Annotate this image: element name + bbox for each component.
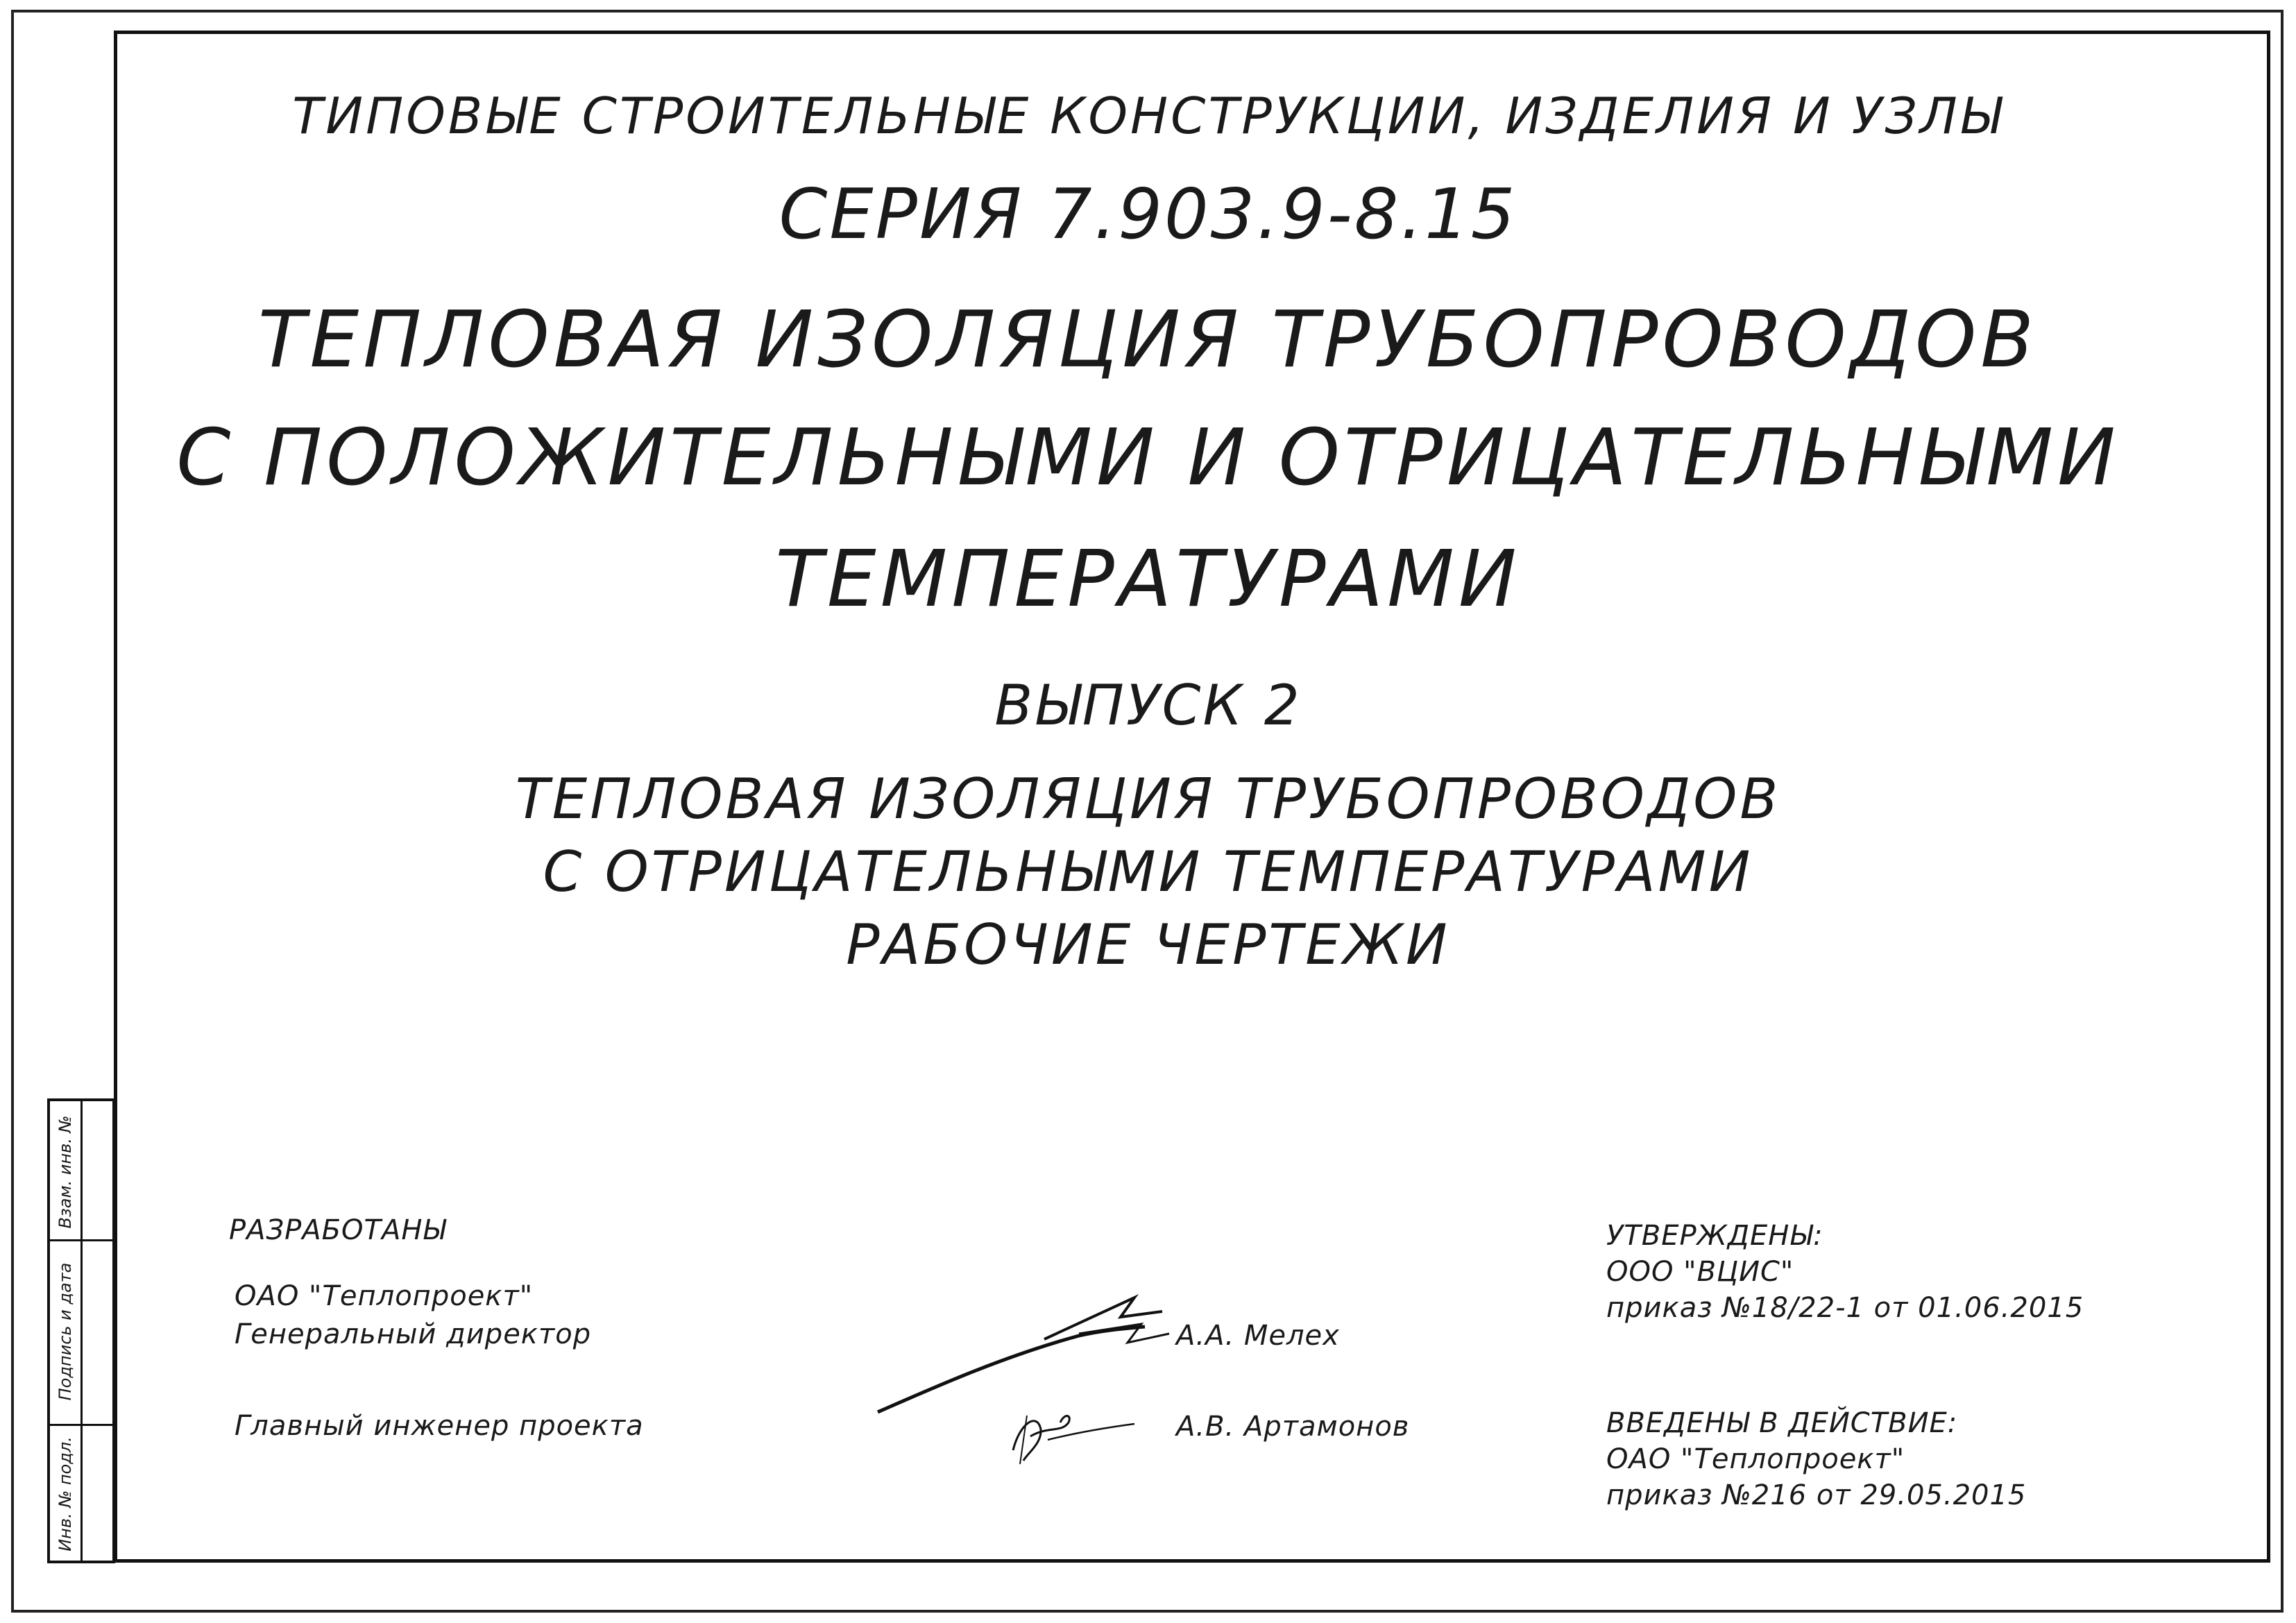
approved-organization: ООО "ВЦИС" bbox=[1606, 1256, 1794, 1288]
enacted-organization: ОАО "Теплопроект" bbox=[1606, 1443, 1905, 1475]
subtitle-line-3: РАБОЧИЕ ЧЕРТЕЖИ bbox=[846, 912, 1450, 977]
developed-label: РАЗРАБОТАНЫ bbox=[229, 1214, 447, 1246]
header-line: ТИПОВЫЕ СТРОИТЕЛЬНЫЕ КОНСТРУКЦИИ, ИЗДЕЛИЯ И УЗЛЫ bbox=[292, 87, 2004, 145]
chief-engineer-name: А.В. Артамонов bbox=[1176, 1411, 1410, 1443]
stamp-replacement-inv: Взам. инв. № bbox=[56, 1115, 75, 1229]
main-title-line-3: ТЕМПЕРАТУРАМИ bbox=[775, 534, 1521, 624]
series-number: СЕРИЯ 7.903.9-8.15 bbox=[779, 173, 1517, 255]
developer-organization: ОАО "Теплопроект" bbox=[235, 1280, 534, 1312]
approved-label: УТВЕРЖДЕНЫ: bbox=[1606, 1220, 1823, 1252]
subtitle-line-1: ТЕПЛОВАЯ ИЗОЛЯЦИЯ ТРУБОПРОВОДОВ bbox=[515, 767, 1781, 831]
enacted-label: ВВЕДЕНЫ В ДЕЙСТВИЕ: bbox=[1606, 1407, 1958, 1439]
main-title-line-1: ТЕПЛОВАЯ ИЗОЛЯЦИЯ ТРУБОПРОВОДОВ bbox=[257, 295, 2039, 385]
stamp-divider-vertical bbox=[80, 1101, 83, 1561]
chief-engineer-role: Главный инженер проекта bbox=[235, 1410, 644, 1442]
director-name: А.А. Мелех bbox=[1176, 1320, 1340, 1352]
approved-order: приказ №18/22-1 от 01.06.2015 bbox=[1606, 1292, 2084, 1324]
enacted-order: приказ №216 от 29.05.2015 bbox=[1606, 1479, 2027, 1511]
main-title-line-2: С ПОЛОЖИТЕЛЬНЫМИ И ОТРИЦАТЕЛЬНЫМИ bbox=[176, 413, 2120, 503]
subtitle-line-2: С ОТРИЦАТЕЛЬНЫМИ ТЕМПЕРАТУРАМИ bbox=[543, 840, 1753, 904]
stamp-original-inv: Инв. № подл. bbox=[56, 1436, 75, 1552]
director-role: Генеральный директор bbox=[235, 1318, 592, 1350]
issue-number: ВЫПУСК 2 bbox=[994, 673, 1302, 738]
chief-engineer-signature bbox=[999, 1395, 1138, 1471]
side-stamp bbox=[47, 1098, 115, 1563]
stamp-signature-date: Подпись и дата bbox=[56, 1262, 75, 1401]
